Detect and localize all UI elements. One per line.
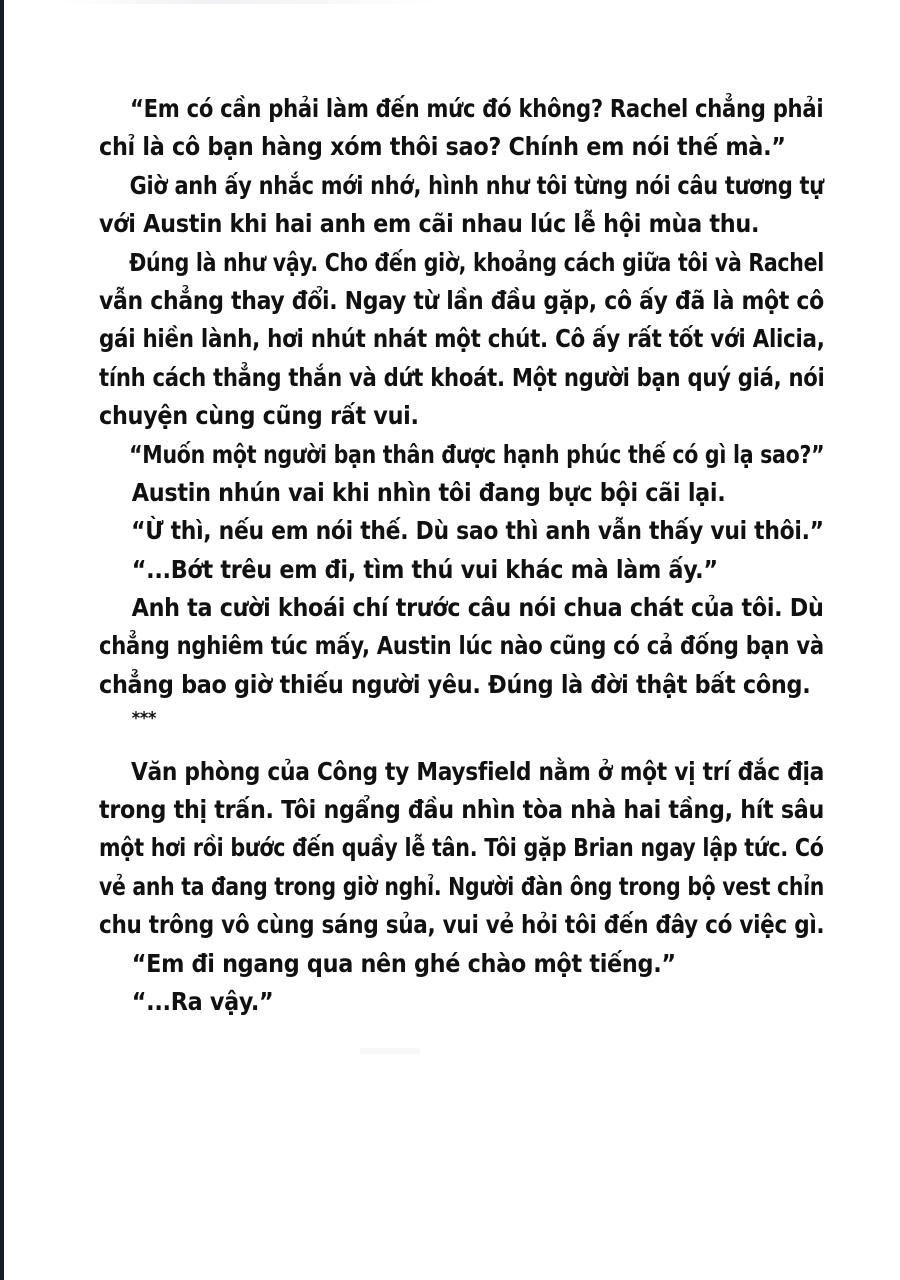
paragraph-narration: [99, 589, 829, 704]
text-line: “...Ra vậy.”: [131, 986, 274, 1016]
scan-artifact-top: [60, 0, 440, 4]
separator-asterisks: ***: [131, 708, 157, 730]
text-line: “Em đi ngang qua nên ghé chào một tiếng.”: [131, 948, 676, 978]
text-line: chu trông vô cùng sáng sủa, vui vẻ hỏi tôi đến đây có việc gì.: [99, 910, 825, 940]
paragraph-dialogue: [99, 551, 829, 589]
text-line: chuyện cùng cũng rất vui.: [99, 401, 419, 431]
text-line: vẻ anh ta đang trong giờ nghỉ. Người đàn ông trong bộ vest chỉn: [99, 871, 825, 901]
text-line: “Muốn một người bạn thân được hạnh phúc thế có gì lạ sao?”: [129, 439, 825, 469]
text-line: một hơi rồi bước đến quầy lễ tân. Tôi gặp Brian ngay lập tức. Có: [99, 833, 824, 863]
text-line: chẳng bao giờ thiếu người yêu. Đúng là đời thật bất công.: [99, 669, 811, 699]
text-line: chỉ là cô bạn hàng xóm thôi sao? Chính em nói thế mà.”: [99, 132, 786, 162]
faint-page-mark: [360, 1048, 420, 1054]
paragraph-dialogue: [99, 512, 829, 550]
text-line: trong thị trấn. Tôi ngẩng đầu nhìn tòa nhà hai tầng, hít sâu: [99, 795, 825, 825]
text-line: “...Bớt trêu em đi, tìm thú vui khác mà làm ấy.”: [131, 554, 718, 584]
paragraph-dialogue: [99, 983, 829, 1021]
page-left-edge: [0, 0, 4, 1280]
text-line: “Ừ thì, nếu em nói thế. Dù sao thì anh vẫn thấy vui thôi.”: [131, 516, 824, 546]
text-line: Văn phòng của Công ty Maysfield nằm ở một vị trí đắc địa: [130, 756, 825, 786]
paragraph-narration: [99, 753, 829, 945]
text-line: Austin nhún vai khi nhìn tôi đang bực bội cãi lại.: [131, 477, 726, 507]
paragraph-dialogue: [99, 945, 829, 983]
paragraph-narration: [99, 244, 829, 436]
text-line: “Em có cần phải làm đến mức đó không? Rachel chẳng phải: [130, 94, 824, 123]
paragraph-dialogue: [99, 90, 829, 167]
text-line: gái hiền lành, hơi nhút nhát một chút. Cô ấy rất tốt với Alicia,: [99, 324, 825, 354]
text-line: vẫn chẳng thay đổi. Ngay từ lần đầu gặp, cô ấy đã là một cô: [99, 285, 824, 315]
text-line: với Austin khi hai anh em cãi nhau lúc lễ hội mùa thu.: [99, 209, 760, 239]
text-line: Anh ta cười khoái chí trước câu nói chua chát của tôi. Dù: [131, 593, 824, 623]
section-gap: [99, 743, 829, 753]
text-line: tính cách thẳng thắn và dứt khoát. Một người bạn quý giá, nói: [99, 362, 825, 392]
text-line: Đúng là như vậy. Cho đến giờ, khoảng cách giữa tôi và Rachel: [129, 247, 824, 277]
paragraph-dialogue: [99, 436, 829, 474]
scene-separator: [99, 704, 829, 742]
text-line: Giờ anh ấy nhắc mới nhớ, hình như tôi từng nói câu tương tự: [129, 170, 824, 200]
page-text: [99, 90, 829, 1021]
paragraph-narration: [99, 167, 829, 244]
paragraph-narration: [99, 474, 829, 512]
text-line: chẳng nghiêm túc mấy, Austin lúc nào cũng có cả đống bạn và: [99, 631, 824, 661]
